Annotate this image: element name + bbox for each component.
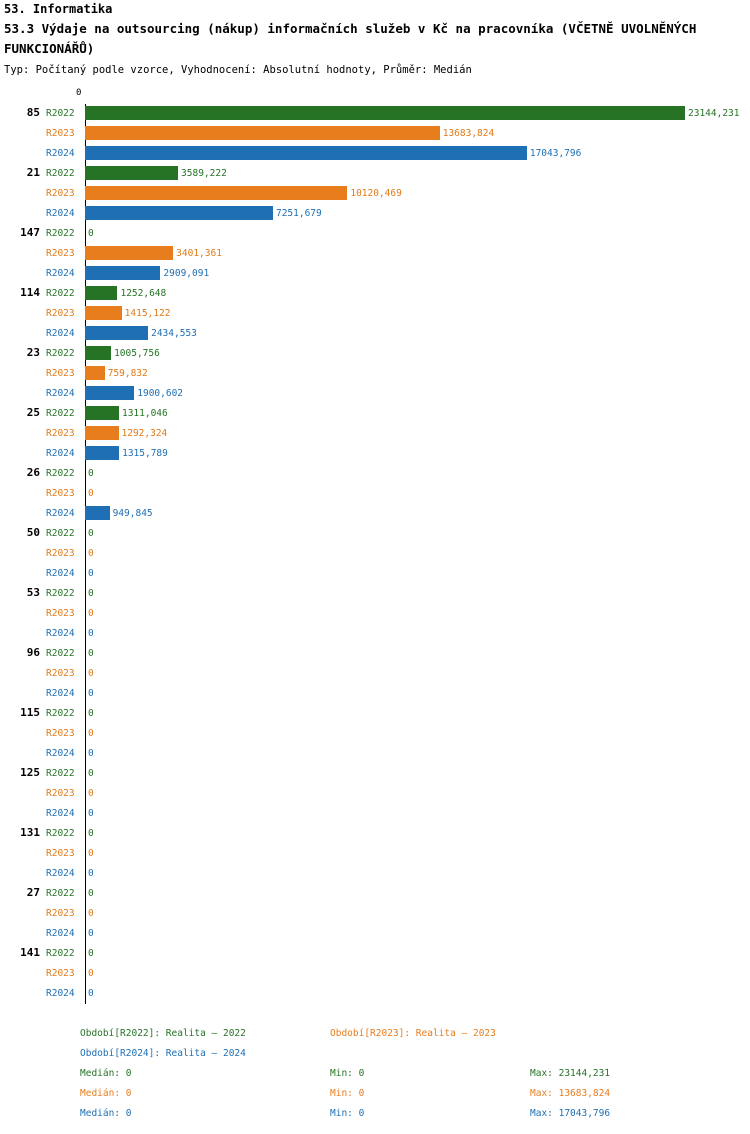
bar-value-label: 1292,324	[121, 428, 168, 439]
bar-row	[0, 744, 750, 764]
bar-series-label: R2023	[46, 668, 75, 679]
bar-group-label: 25	[26, 406, 40, 419]
bar	[85, 306, 122, 320]
bar-series-label: R2024	[46, 268, 75, 279]
bar-group	[0, 644, 750, 704]
bar-group-label: 21	[26, 166, 40, 179]
bar-row	[0, 644, 750, 664]
bar-series-label: R2022	[46, 828, 75, 839]
bar-group-label: 131	[20, 826, 40, 839]
chart-legend	[0, 1028, 750, 1128]
legend-entry: Max: 13683,824	[530, 1088, 611, 1099]
bar-group	[0, 404, 750, 464]
bar	[85, 146, 527, 160]
bar-value-label: 0	[88, 988, 94, 999]
bar-value-label: 1315,789	[122, 448, 168, 459]
bar-group	[0, 584, 750, 644]
bar-groups-container	[0, 104, 750, 1004]
bar-series-label: R2023	[46, 488, 75, 499]
bar-row	[0, 384, 750, 404]
bar-group-label: 115	[20, 706, 40, 719]
bar	[85, 366, 105, 380]
bar-series-label: R2022	[46, 588, 75, 599]
legend-row	[0, 1088, 750, 1108]
bar-row	[0, 424, 750, 444]
bar-row	[0, 924, 750, 944]
bar-row	[0, 264, 750, 284]
bar-row	[0, 164, 750, 184]
bar	[85, 406, 119, 420]
bar	[85, 206, 273, 220]
bar-value-label: 2434,553	[151, 328, 197, 339]
bar-series-label: R2023	[46, 308, 75, 319]
bar	[85, 106, 685, 120]
bar-group-label: 147	[20, 226, 40, 239]
legend-entry: Min: 0	[330, 1088, 365, 1099]
bar-series-label: R2022	[46, 888, 75, 899]
bar-series-label: R2024	[46, 808, 75, 819]
bar-series-label: R2022	[46, 168, 75, 179]
bar-row	[0, 904, 750, 924]
bar-group	[0, 824, 750, 884]
bar-series-label: R2022	[46, 648, 75, 659]
bar-row	[0, 244, 750, 264]
legend-entry: Max: 17043,796	[530, 1108, 611, 1119]
bar-row	[0, 984, 750, 1004]
bar-row	[0, 864, 750, 884]
bar-value-label: 13683,824	[442, 128, 495, 139]
bar-group	[0, 524, 750, 584]
bar	[85, 346, 111, 360]
bar-group	[0, 944, 750, 1004]
bar-value-label: 10120,469	[350, 188, 402, 199]
bar-series-label: R2023	[46, 848, 75, 859]
bar-value-label: 0	[88, 788, 94, 799]
bar-group-label: 114	[20, 286, 40, 299]
bar-series-label: R2024	[46, 688, 75, 699]
bar-series-label: R2022	[46, 228, 75, 239]
bar-group	[0, 764, 750, 824]
bar	[85, 126, 440, 140]
bar-value-label: 1415,122	[124, 308, 171, 319]
legend-row	[0, 1048, 750, 1068]
bar-value-label: 0	[88, 568, 94, 579]
bar-series-label: R2022	[46, 108, 75, 119]
bar-value-label: 0	[88, 468, 94, 479]
legend-entry: Medián: 0	[80, 1108, 132, 1119]
bar-value-label: 0	[88, 928, 94, 939]
bar-row	[0, 784, 750, 804]
bar-series-label: R2023	[46, 248, 75, 259]
bar-series-label: R2023	[46, 728, 75, 739]
bar-series-label: R2024	[46, 748, 75, 759]
bar-series-label: R2024	[46, 508, 75, 519]
legend-entry: Max: 23144,231	[530, 1068, 611, 1079]
bar-value-label: 0	[88, 528, 94, 539]
bar-row	[0, 284, 750, 304]
bar-row	[0, 544, 750, 564]
bar-row	[0, 124, 750, 144]
bar-row	[0, 564, 750, 584]
bar	[85, 446, 119, 460]
bar-series-label: R2023	[46, 548, 75, 559]
bar-row	[0, 444, 750, 464]
bar-row	[0, 804, 750, 824]
bar-row	[0, 224, 750, 244]
bar-group	[0, 344, 750, 404]
bar-group	[0, 164, 750, 224]
bar-value-label: 0	[88, 548, 94, 559]
bar	[85, 286, 117, 300]
bar-group-label: 85	[26, 106, 40, 119]
bar-group-label: 23	[26, 346, 40, 359]
legend-row	[0, 1028, 750, 1048]
bar-group-label: 27	[26, 886, 40, 899]
bar	[85, 186, 347, 200]
bar-value-label: 0	[88, 868, 94, 879]
bar-row	[0, 184, 750, 204]
bar-row	[0, 104, 750, 124]
bar-series-label: R2024	[46, 568, 75, 579]
bar-value-label: 0	[88, 968, 94, 979]
bar-series-label: R2023	[46, 368, 75, 379]
bar-value-label: 0	[88, 668, 94, 679]
bar-series-label: R2023	[46, 608, 75, 619]
bar-row	[0, 664, 750, 684]
bar-group	[0, 104, 750, 164]
bar-row	[0, 884, 750, 904]
bar-row	[0, 824, 750, 844]
bar-value-label: 949,845	[112, 508, 153, 519]
bar-value-label: 0	[88, 648, 94, 659]
bar-group-label: 26	[26, 466, 40, 479]
bar-series-label: R2022	[46, 948, 75, 959]
bar-value-label: 0	[88, 688, 94, 699]
bar-value-label: 0	[88, 748, 94, 759]
bar-group	[0, 704, 750, 764]
bar-series-label: R2024	[46, 388, 75, 399]
bar-value-label: 0	[88, 228, 94, 239]
bar-group	[0, 464, 750, 524]
bar-row	[0, 504, 750, 524]
legend-entry: Min: 0	[330, 1108, 365, 1119]
bar-value-label: 0	[88, 488, 94, 499]
bar-series-label: R2024	[46, 868, 75, 879]
bar-group-label: 53	[26, 586, 40, 599]
bar-series-label: R2023	[46, 188, 75, 199]
bar-row	[0, 204, 750, 224]
bar-series-label: R2024	[46, 628, 75, 639]
bar-value-label: 0	[88, 608, 94, 619]
bar-value-label: 0	[88, 588, 94, 599]
report-section-title: 53. Informatika	[4, 2, 113, 16]
bar-value-label: 0	[88, 948, 94, 959]
bar-row	[0, 704, 750, 724]
bar-row	[0, 724, 750, 744]
bar-group-label: 96	[26, 646, 40, 659]
bar-value-label: 17043,796	[529, 148, 582, 159]
bar-value-label: 0	[88, 728, 94, 739]
bar-row	[0, 684, 750, 704]
bar-row	[0, 584, 750, 604]
legend-entry: Medián: 0	[80, 1088, 132, 1099]
bar-value-label: 1311,046	[121, 408, 168, 419]
x-axis-zero-tick-label: 0	[76, 88, 82, 98]
bar-value-label: 1005,756	[114, 348, 160, 359]
legend-row	[0, 1068, 750, 1088]
bar-row	[0, 624, 750, 644]
bar-value-label: 759,832	[107, 368, 148, 379]
legend-entry: Období[R2022]: Realita – 2022	[80, 1028, 246, 1039]
legend-rows-container	[0, 1028, 750, 1128]
bar-group-label: 125	[20, 766, 40, 779]
bar-group	[0, 224, 750, 284]
bar-value-label: 3589,222	[181, 168, 227, 179]
bar-value-label: 0	[88, 808, 94, 819]
bar-value-label: 7251,679	[275, 208, 322, 219]
bar-value-label: 1900,602	[137, 388, 184, 399]
bar-series-label: R2023	[46, 968, 75, 979]
bar-group-label: 50	[26, 526, 40, 539]
bar-value-label: 0	[88, 768, 94, 779]
chart-subtitle: Typ: Počítaný podle vzorce, Vyhodnocení: Absolutní hodnoty, Průměr: Medián	[4, 64, 472, 76]
legend-entry: Medián: 0	[80, 1068, 132, 1079]
bar-series-label: R2022	[46, 408, 75, 419]
bar-row	[0, 144, 750, 164]
bar-series-label: R2024	[46, 208, 75, 219]
bar-series-label: R2024	[46, 988, 75, 999]
bar-row	[0, 484, 750, 504]
bar-series-label: R2022	[46, 288, 75, 299]
bar-value-label: 1252,648	[120, 288, 167, 299]
bar-value-label: 0	[88, 828, 94, 839]
bar-row	[0, 344, 750, 364]
bar-row	[0, 524, 750, 544]
bar-chart-plot-area	[0, 104, 750, 1004]
bar-value-label: 0	[88, 628, 94, 639]
bar-value-label: 0	[88, 888, 94, 899]
bar	[85, 426, 119, 440]
legend-row	[0, 1108, 750, 1128]
bar-row	[0, 324, 750, 344]
bar-row	[0, 844, 750, 864]
bar-value-label: 0	[88, 848, 94, 859]
bar-series-label: R2023	[46, 788, 75, 799]
bar-value-label: 0	[88, 908, 94, 919]
bar-group	[0, 884, 750, 944]
bar	[85, 386, 134, 400]
bar-row	[0, 304, 750, 324]
bar-series-label: R2024	[46, 328, 75, 339]
bar-row	[0, 604, 750, 624]
legend-entry: Min: 0	[330, 1068, 365, 1079]
bar-group-label: 141	[20, 946, 40, 959]
bar-series-label: R2024	[46, 448, 75, 459]
legend-entry: Období[R2023]: Realita – 2023	[330, 1028, 496, 1039]
bar-group	[0, 284, 750, 344]
bar-series-label: R2023	[46, 428, 75, 439]
bar-row	[0, 404, 750, 424]
bar-series-label: R2022	[46, 528, 75, 539]
bar	[85, 326, 148, 340]
bar	[85, 506, 110, 520]
page-title: 53.3 Výdaje na outsourcing (nákup) informačních služeb v Kč na pracovníka (VČETNĚ UVOLNĚNÝCH FUNKCIONÁŘŮ)	[4, 21, 697, 56]
bar-series-label: R2024	[46, 148, 75, 159]
bar-value-label: 3401,361	[176, 248, 222, 259]
bar-value-label: 2909,091	[163, 268, 210, 279]
bar-series-label: R2022	[46, 708, 75, 719]
bar-value-label: 23144,231	[688, 108, 740, 119]
bar-series-label: R2023	[46, 128, 75, 139]
bar	[85, 166, 178, 180]
bar-value-label: 0	[88, 708, 94, 719]
bar-row	[0, 964, 750, 984]
bar-row	[0, 364, 750, 384]
bar-row	[0, 944, 750, 964]
bar-row	[0, 464, 750, 484]
bar-series-label: R2022	[46, 468, 75, 479]
bar	[85, 246, 173, 260]
legend-entry: Období[R2024]: Realita – 2024	[80, 1048, 246, 1059]
bar-series-label: R2023	[46, 908, 75, 919]
bar-series-label: R2022	[46, 768, 75, 779]
bar	[85, 266, 160, 280]
bar-series-label: R2024	[46, 928, 75, 939]
bar-series-label: R2022	[46, 348, 75, 359]
bar-row	[0, 764, 750, 784]
